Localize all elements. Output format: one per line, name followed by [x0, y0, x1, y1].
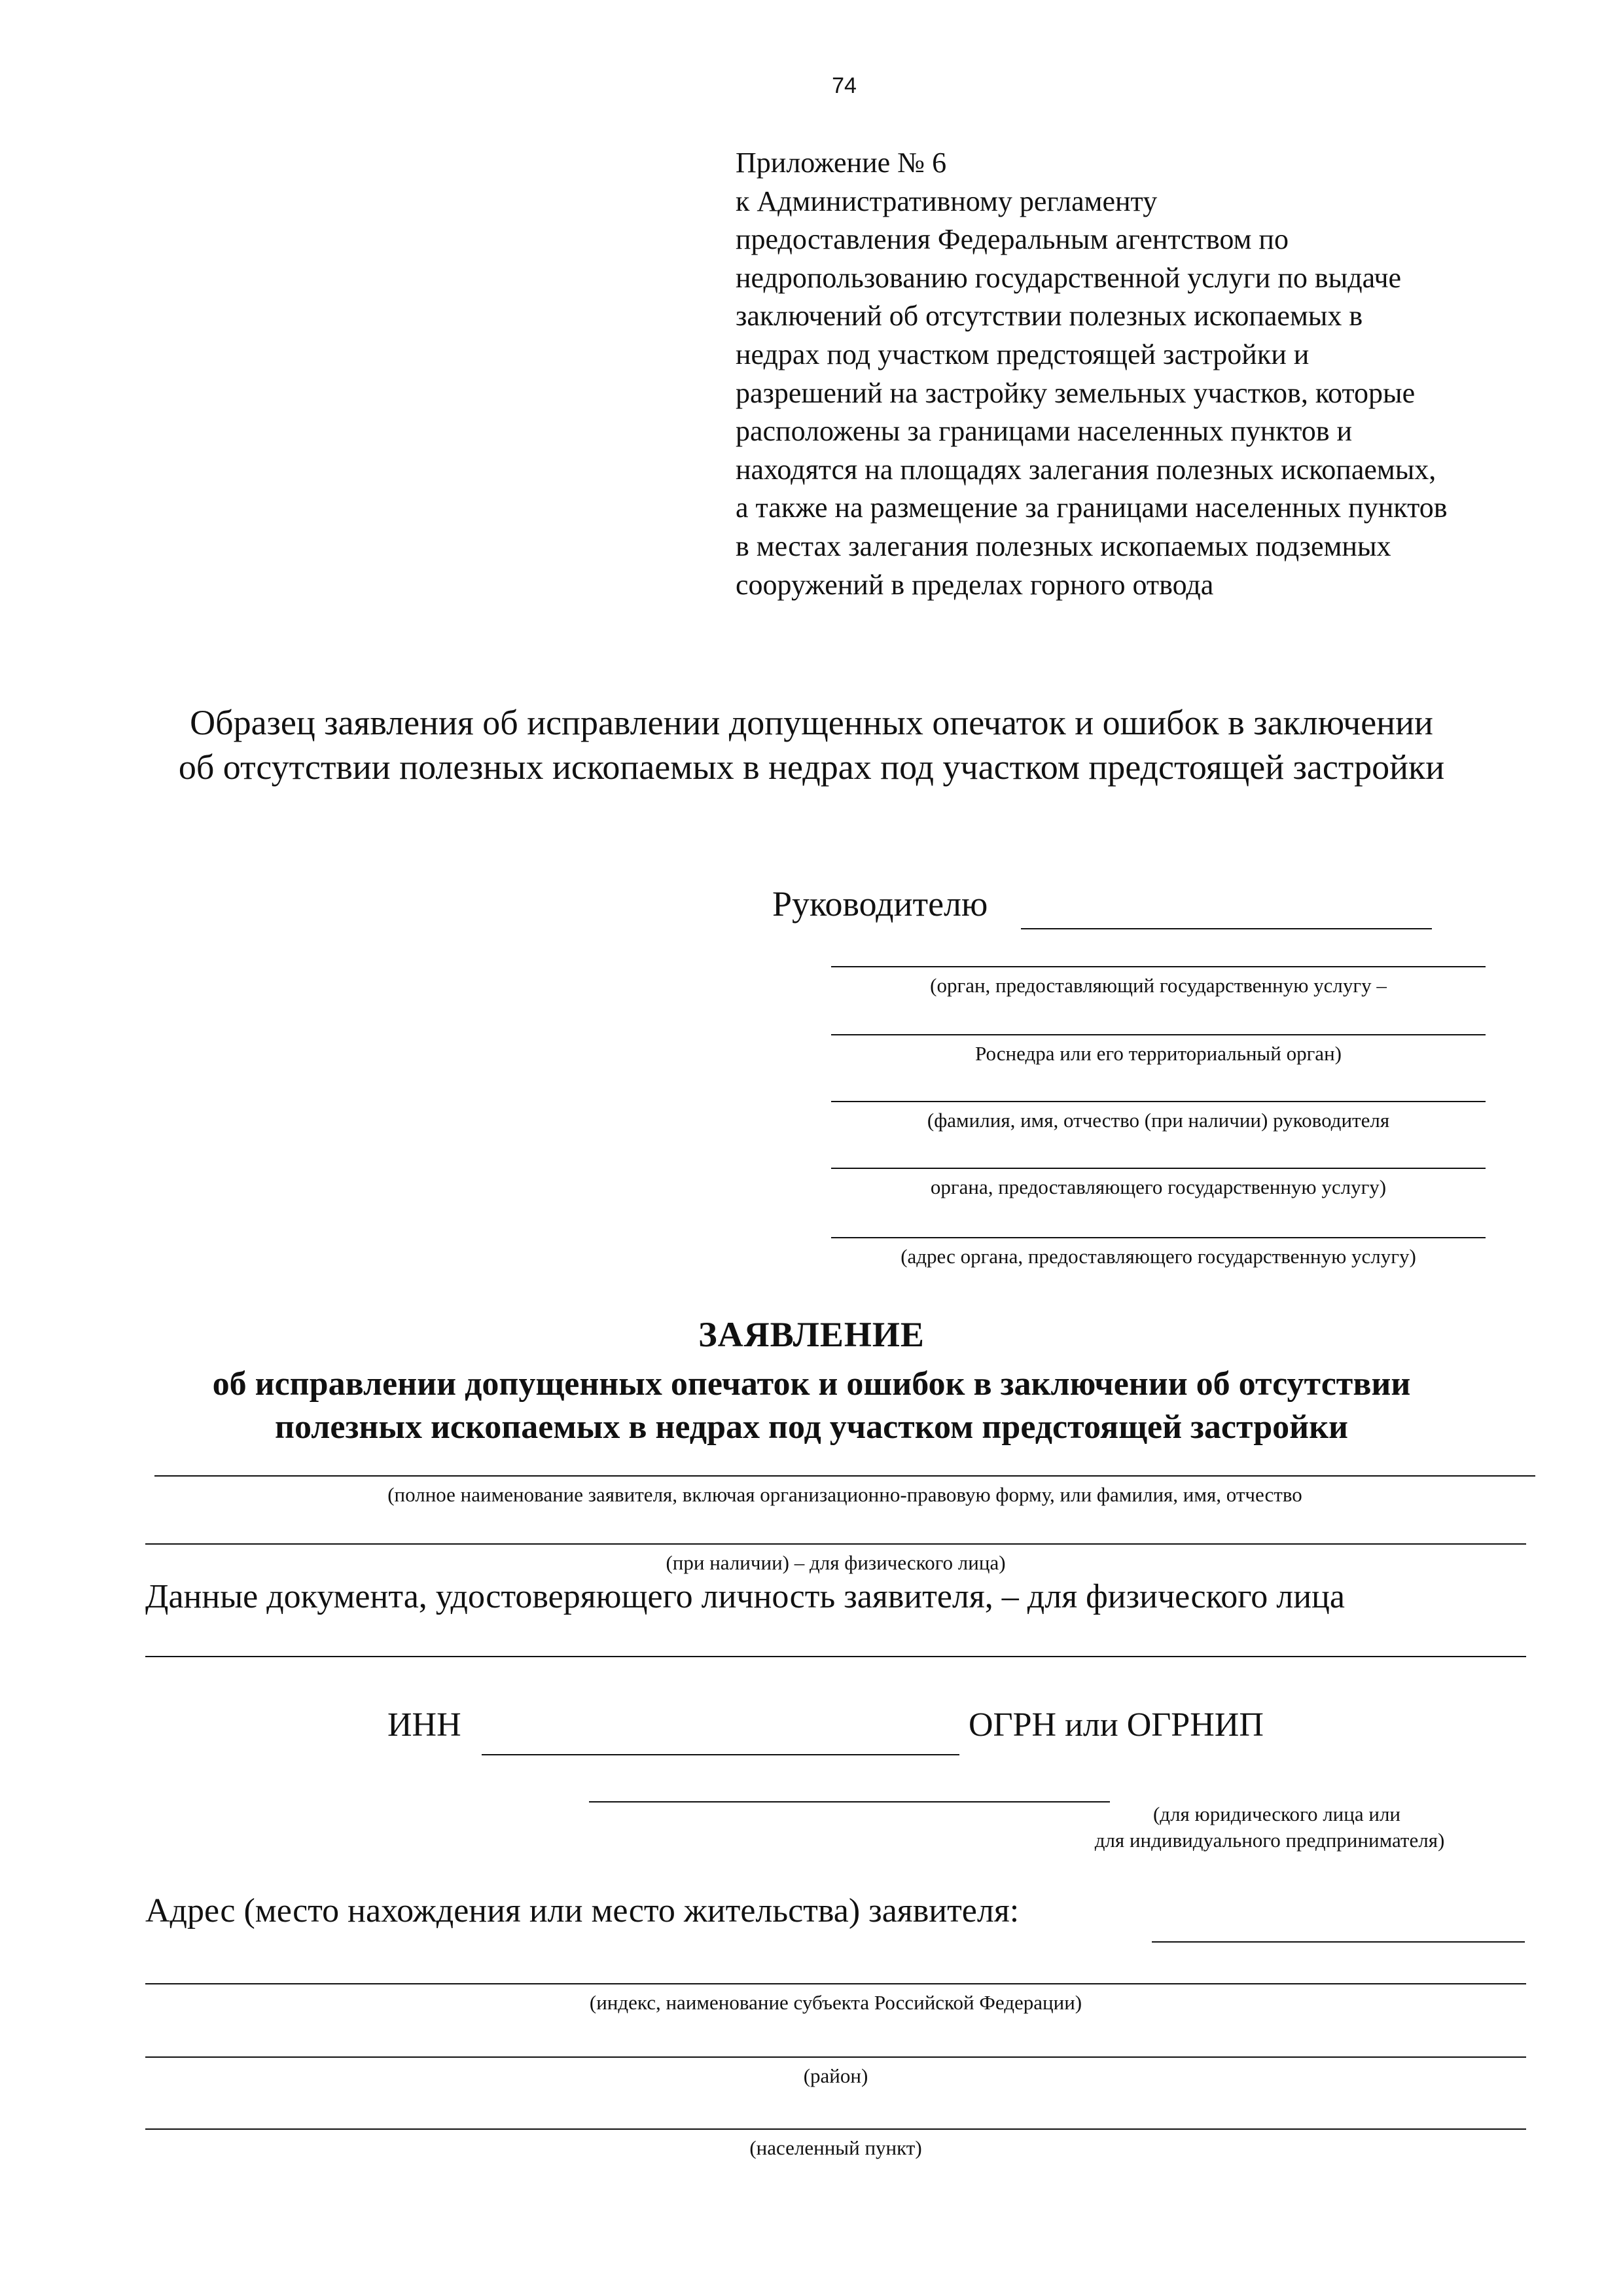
- applicant-name-field[interactable]: [154, 1475, 1535, 1477]
- sample-title-line: Образец заявления об исправлении допущенных опечаток и ошибок в заключении: [190, 703, 1433, 742]
- annex-line: разрешений на застройку земельных участков, которые: [736, 376, 1416, 409]
- ogrn-label: ОГРН или ОГРНИП: [969, 1706, 1264, 1744]
- addressee-caption: Роснедра или его территориальный орган): [975, 1042, 1342, 1065]
- annex-line: недропользованию государственной услуги по выдаче: [736, 261, 1402, 294]
- address-label: Адрес (место нахождения или место жительства) заявителя:: [145, 1892, 1020, 1929]
- annex-line: заключений об отсутствии полезных ископаемых в: [736, 300, 1363, 332]
- annex-line: предоставления Федеральным агентством по: [736, 223, 1289, 256]
- sample-title-line: об отсутствии полезных ископаемых в недрах под участком предстоящей застройки: [178, 747, 1445, 787]
- annex-line: недрах под участком предстоящей застройки и: [736, 338, 1310, 370]
- id-document-field[interactable]: [145, 1656, 1526, 1657]
- addressee-field-line[interactable]: [831, 1101, 1486, 1102]
- addressee-caption: (фамилия, имя, отчество (при наличии) руководителя: [927, 1109, 1390, 1132]
- ogrn-field[interactable]: [589, 1801, 1110, 1803]
- addressee-field-line[interactable]: [831, 1034, 1486, 1035]
- ogrn-caption: (для юридического лица или: [1152, 1803, 1401, 1825]
- address-region-field[interactable]: [145, 1983, 1526, 1984]
- applicant-name-caption: (полное наименование заявителя, включая организационно-правовую форму, или фамилия, имя, отчество: [387, 1483, 1302, 1506]
- inn-label: ИНН: [387, 1706, 461, 1744]
- annex-line: а также на размещение за границами населенных пунктов: [736, 492, 1448, 524]
- address-locality-field[interactable]: [145, 2128, 1526, 2130]
- annex-line: находятся на площадях залегания полезных ископаемых,: [736, 453, 1436, 486]
- annex-line: сооружений в пределах горного отвода: [736, 568, 1214, 601]
- address-locality-caption: (населенный пункт): [749, 2136, 922, 2159]
- addressee-caption: (адрес органа, предоставляющего государственную услугу): [901, 1245, 1416, 1268]
- addressee-field-line[interactable]: [831, 966, 1486, 967]
- address-district-caption: (район): [803, 2064, 868, 2087]
- ogrn-caption-2: для индивидуального предпринимателя): [1094, 1829, 1445, 1852]
- addressee-head-field[interactable]: [1021, 928, 1432, 929]
- statement-subtitle-line: полезных ископаемых в недрах под участком предстоящей застройки: [274, 1408, 1348, 1446]
- statement-title: ЗАЯВЛЕНИЕ: [698, 1315, 925, 1354]
- statement-subtitle: [98, 1363, 1525, 1449]
- addressee-caption: органа, предоставляющего государственную услугу): [930, 1175, 1387, 1198]
- inn-field[interactable]: [482, 1754, 959, 1755]
- page-number: 74: [832, 73, 857, 98]
- applicant-name-caption-2: (при наличии) – для физического лица): [666, 1551, 1006, 1574]
- annex-line: к Административному регламенту: [736, 185, 1158, 217]
- annex-line: в местах залегания полезных ископаемых подземных: [736, 529, 1391, 562]
- addressee-caption: (орган, предоставляющий государственную услугу –: [930, 974, 1387, 997]
- addressee-head-label: Руководителю: [772, 884, 988, 924]
- address-region-caption: (индекс, наименование субъекта Российской Федерации): [589, 1991, 1082, 2014]
- id-document-label: Данные документа, удостоверяющего личность заявителя, – для физического лица: [145, 1578, 1345, 1615]
- applicant-name-field-2[interactable]: [145, 1543, 1526, 1545]
- addressee-field-line[interactable]: [831, 1237, 1486, 1238]
- annex-line: расположены за границами населенных пунктов и: [736, 415, 1353, 448]
- annex-line: Приложение № 6: [736, 147, 947, 179]
- statement-subtitle-line: об исправлении допущенных опечаток и ошибок в заключении об отсутствии: [212, 1365, 1411, 1403]
- address-district-field[interactable]: [145, 2056, 1526, 2058]
- address-field[interactable]: [1152, 1941, 1525, 1943]
- annex-header: [736, 144, 1586, 604]
- sample-title: [98, 700, 1525, 789]
- addressee-field-line[interactable]: [831, 1168, 1486, 1169]
